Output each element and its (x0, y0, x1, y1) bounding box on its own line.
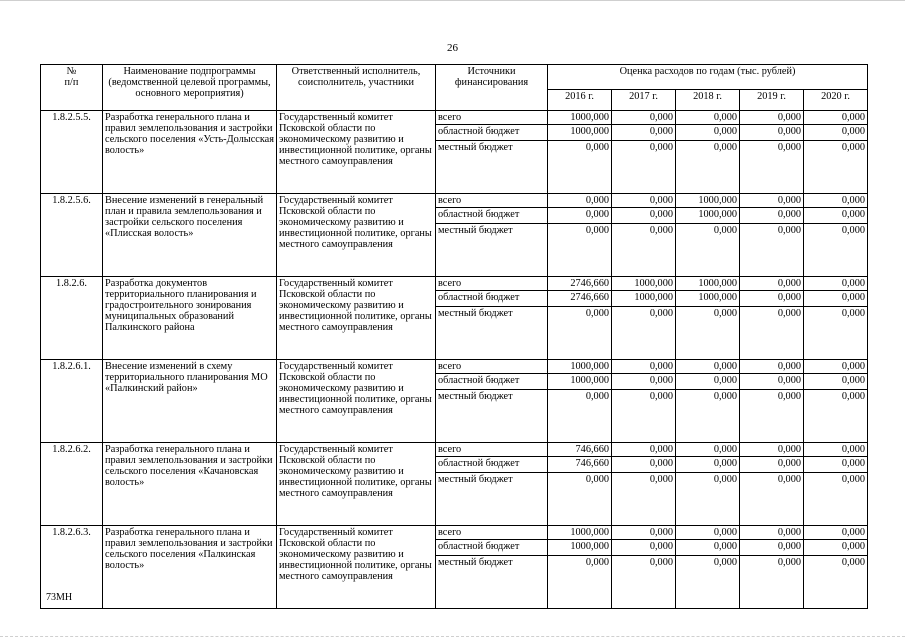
row-value: 0,000 (676, 390, 740, 443)
row-value: 0,000 (740, 443, 804, 457)
table-row (41, 443, 868, 457)
row-value: 0,000 (740, 556, 804, 609)
header-estimate: Оценка расходов по годам (тыс. рублей) (548, 65, 868, 90)
row-source: всего (436, 360, 548, 374)
row-value: 0,000 (612, 141, 676, 194)
row-value: 1000,000 (548, 540, 612, 556)
row-name: Разработка генерального плана и правил землепользования и застройки сельского поселения «Качановская волость» (103, 443, 277, 526)
row-value: 0,000 (548, 194, 612, 208)
row-value: 0,000 (612, 194, 676, 208)
row-value: 0,000 (804, 277, 868, 291)
row-value: 0,000 (804, 111, 868, 125)
table-row (41, 111, 868, 125)
row-value: 0,000 (804, 526, 868, 540)
row-value: 0,000 (804, 556, 868, 609)
page-number: 26 (447, 42, 458, 54)
row-value: 1000,000 (612, 277, 676, 291)
top-scan-edge (0, 0, 905, 1)
row-value: 0,000 (612, 556, 676, 609)
row-value: 0,000 (676, 141, 740, 194)
row-value: 0,000 (548, 473, 612, 526)
row-executor: Государственный комитет Псковской области по экономическому развитию и инвестиционной политике, органы местного самоуправления (277, 360, 436, 443)
bottom-scan-edge (0, 636, 905, 637)
row-value: 0,000 (612, 125, 676, 141)
row-name: Внесение изменений в генеральный план и правила землепользования и застройки сельского поселения «Плисская волость» (103, 194, 277, 277)
row-number: 1.8.2.6.1. (41, 360, 103, 443)
row-name: Внесение изменений в схему территориального планирования МО «Палкинский район» (103, 360, 277, 443)
row-value: 0,000 (612, 208, 676, 224)
row-value: 0,000 (676, 526, 740, 540)
header-year: 2019 г. (740, 90, 804, 111)
row-value: 0,000 (676, 473, 740, 526)
row-value: 0,000 (740, 194, 804, 208)
row-source: местный бюджет (436, 141, 548, 194)
table-body (41, 111, 868, 609)
row-executor: Государственный комитет Псковской области по экономическому развитию и инвестиционной политике, органы местного самоуправления (277, 443, 436, 526)
header-source: Источники финансирования (436, 65, 548, 111)
row-value: 0,000 (676, 457, 740, 473)
row-value: 0,000 (740, 457, 804, 473)
row-value: 0,000 (676, 360, 740, 374)
row-executor: Государственный комитет Псковской области по экономическому развитию и инвестиционной политике, органы местного самоуправления (277, 277, 436, 360)
row-source: областной бюджет (436, 291, 548, 307)
row-value: 0,000 (804, 208, 868, 224)
row-value: 0,000 (612, 473, 676, 526)
row-value: 0,000 (612, 457, 676, 473)
row-number: 1.8.2.6. (41, 277, 103, 360)
row-value: 0,000 (612, 540, 676, 556)
table-row (41, 277, 868, 291)
header-num: № п/п (41, 65, 103, 111)
row-source: местный бюджет (436, 307, 548, 360)
row-value: 0,000 (612, 443, 676, 457)
row-value: 0,000 (548, 208, 612, 224)
row-source: областной бюджет (436, 540, 548, 556)
row-value: 0,000 (804, 141, 868, 194)
row-source: всего (436, 277, 548, 291)
row-value: 0,000 (740, 307, 804, 360)
row-value: 0,000 (804, 291, 868, 307)
row-value: 0,000 (548, 307, 612, 360)
row-value: 0,000 (804, 443, 868, 457)
row-value: 0,000 (740, 111, 804, 125)
row-value: 0,000 (612, 111, 676, 125)
table-row (41, 194, 868, 208)
row-value: 0,000 (676, 111, 740, 125)
row-value: 0,000 (740, 224, 804, 277)
row-value: 0,000 (740, 277, 804, 291)
row-value: 0,000 (548, 390, 612, 443)
row-source: местный бюджет (436, 473, 548, 526)
row-executor: Государственный комитет Псковской области по экономическому развитию и инвестиционной политике, органы местного самоуправления (277, 111, 436, 194)
header-row (41, 65, 868, 90)
row-value: 0,000 (804, 374, 868, 390)
row-number: 1.8.2.6.3. (41, 526, 103, 609)
header-year: 2018 г. (676, 90, 740, 111)
row-value: 0,000 (676, 540, 740, 556)
row-value: 0,000 (676, 443, 740, 457)
row-value: 746,660 (548, 457, 612, 473)
row-value: 1000,000 (612, 291, 676, 307)
row-value: 0,000 (740, 291, 804, 307)
row-value: 0,000 (804, 360, 868, 374)
row-value: 0,000 (740, 374, 804, 390)
row-value: 0,000 (548, 556, 612, 609)
row-source: местный бюджет (436, 556, 548, 609)
row-number: 1.8.2.5.5. (41, 111, 103, 194)
row-value: 1000,000 (676, 208, 740, 224)
row-source: областной бюджет (436, 457, 548, 473)
row-value: 0,000 (804, 224, 868, 277)
row-value: 1000,000 (548, 374, 612, 390)
row-source: областной бюджет (436, 374, 548, 390)
row-value: 1000,000 (676, 194, 740, 208)
footer-code: 73МН (46, 592, 73, 603)
row-value: 0,000 (740, 390, 804, 443)
row-value: 0,000 (548, 141, 612, 194)
row-number: 1.8.2.6.2. (41, 443, 103, 526)
header-year: 2017 г. (612, 90, 676, 111)
row-value: 0,000 (740, 141, 804, 194)
row-value: 2746,660 (548, 277, 612, 291)
budget-table (40, 64, 868, 609)
row-value: 1000,000 (676, 291, 740, 307)
row-value: 0,000 (804, 307, 868, 360)
row-executor: Государственный комитет Псковской области по экономическому развитию и инвестиционной политике, органы местного самоуправления (277, 194, 436, 277)
row-value: 0,000 (804, 473, 868, 526)
row-value: 0,000 (612, 374, 676, 390)
row-value: 0,000 (676, 125, 740, 141)
row-source: всего (436, 526, 548, 540)
row-value: 1000,000 (676, 277, 740, 291)
row-value: 0,000 (804, 125, 868, 141)
row-value: 1000,000 (548, 526, 612, 540)
table-row (41, 360, 868, 374)
row-value: 0,000 (676, 556, 740, 609)
row-executor: Государственный комитет Псковской области по экономическому развитию и инвестиционной политике, органы местного самоуправления (277, 526, 436, 609)
row-value: 0,000 (612, 526, 676, 540)
row-value: 0,000 (676, 307, 740, 360)
header-name: Наименование подпрограммы (ведомственной целевой программы, основного мероприятия) (103, 65, 277, 111)
row-value: 0,000 (740, 473, 804, 526)
row-value: 0,000 (740, 125, 804, 141)
table-row (41, 526, 868, 540)
header-executor: Ответственный исполнитель, соисполнитель, участники (277, 65, 436, 111)
row-source: местный бюджет (436, 390, 548, 443)
row-name: Разработка генерального плана и правил землепользования и застройки сельского поселения «Палкинская волость» (103, 526, 277, 609)
row-name: Разработка генерального плана и правил землепользования и застройки сельского поселения «Усть-Долысская волость» (103, 111, 277, 194)
row-value: 746,660 (548, 443, 612, 457)
row-value: 0,000 (676, 374, 740, 390)
row-value: 0,000 (548, 224, 612, 277)
header-year: 2016 г. (548, 90, 612, 111)
row-number: 1.8.2.5.6. (41, 194, 103, 277)
row-name: Разработка документов территориального планирования и градостроительного зонирования муниципальных образований Палкинского района (103, 277, 277, 360)
header-year: 2020 г. (804, 90, 868, 111)
row-source: областной бюджет (436, 125, 548, 141)
row-source: областной бюджет (436, 208, 548, 224)
row-value: 1000,000 (548, 111, 612, 125)
row-value: 0,000 (612, 307, 676, 360)
row-value: 2746,660 (548, 291, 612, 307)
row-value: 0,000 (612, 360, 676, 374)
row-value: 0,000 (804, 457, 868, 473)
row-value: 1000,000 (548, 125, 612, 141)
row-value: 0,000 (804, 194, 868, 208)
row-source: всего (436, 194, 548, 208)
row-value: 1000,000 (548, 360, 612, 374)
row-value: 0,000 (740, 526, 804, 540)
row-source: всего (436, 443, 548, 457)
row-value: 0,000 (804, 540, 868, 556)
row-value: 0,000 (676, 224, 740, 277)
row-source: всего (436, 111, 548, 125)
row-value: 0,000 (804, 390, 868, 443)
row-value: 0,000 (612, 224, 676, 277)
row-value: 0,000 (740, 360, 804, 374)
row-source: местный бюджет (436, 224, 548, 277)
row-value: 0,000 (612, 390, 676, 443)
row-value: 0,000 (740, 540, 804, 556)
row-value: 0,000 (740, 208, 804, 224)
